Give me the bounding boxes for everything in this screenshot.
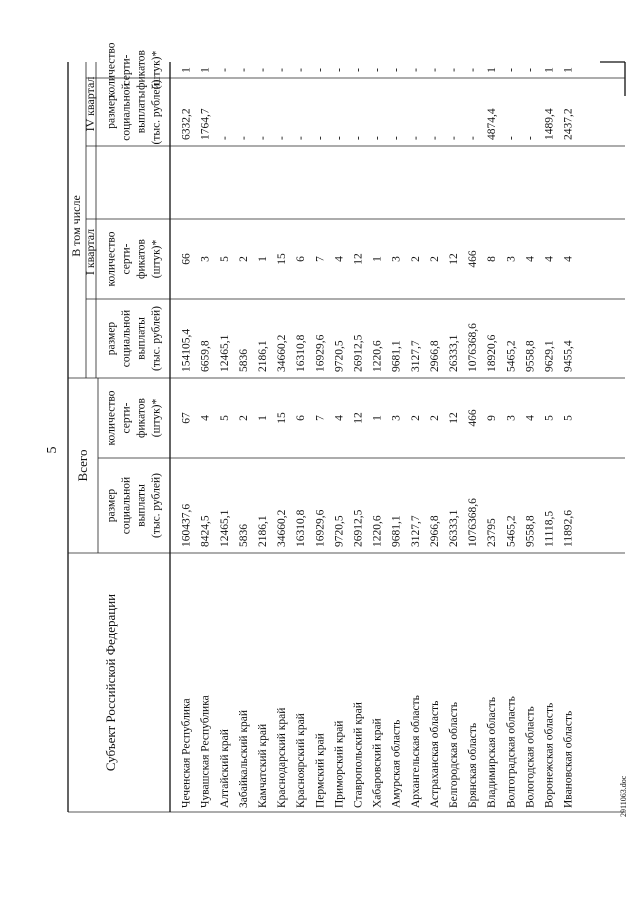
q4-amount-cell: 1764,7: [199, 108, 212, 140]
q4-amount-cell: 4874,4: [486, 108, 499, 140]
region-name: Белгородская область: [448, 702, 461, 808]
q4-count-cell: -: [333, 68, 346, 72]
q1-count-header-line: фикатов: [135, 239, 148, 279]
total-count-cell: 15: [276, 412, 289, 424]
q1-amount-cell: 2966,8: [428, 340, 441, 372]
q4-amount-cell: 2437,2: [562, 108, 575, 140]
total-amount-cell: 2186,1: [257, 515, 270, 547]
q1-count-cell: 15: [276, 253, 289, 265]
q4-count-cell: -: [448, 68, 461, 72]
q1-amount-header-line: выплаты: [135, 317, 148, 360]
q1-amount-cell: 16310,8: [295, 334, 308, 372]
q1-count-cell: 4: [524, 256, 537, 262]
q4-amount-cell: -: [390, 136, 403, 140]
table-row: [505, 68, 517, 547]
total-count-cell: 3: [390, 415, 403, 421]
q1-count-cell: 3: [505, 256, 518, 262]
table-row: [276, 68, 288, 547]
q1-count-cell: 6: [295, 256, 308, 262]
q4-count-cell: -: [524, 68, 537, 72]
q1-amount-cell: 34660,2: [276, 334, 289, 372]
q1-count-cell: 4: [562, 256, 575, 262]
region-name: Волгоградская область: [505, 696, 518, 808]
q4-count-header-line: фикатов: [135, 50, 148, 90]
region-name: Владимирская область: [486, 696, 499, 808]
total-amount-cell: 11118,5: [543, 510, 556, 547]
total-count-cell: 9: [486, 415, 499, 421]
q4-amount-cell: -: [257, 136, 270, 140]
q1-amount-cell: 12465,1: [218, 334, 231, 372]
q1-count-cell: 2: [428, 256, 441, 262]
q1-amount-cell: 2186,1: [257, 340, 270, 372]
q4-count-cell: -: [371, 68, 384, 72]
total-count-cell: 466: [467, 409, 480, 427]
total-count-cell: 67: [180, 412, 193, 424]
q1-count-cell: 4: [543, 256, 556, 262]
q4-amount-header-line: размер: [105, 95, 118, 129]
total-count-cell: 12: [448, 412, 461, 424]
region-name: Чеченская Республика: [180, 698, 193, 808]
region-name: Амурская область: [390, 719, 403, 808]
q1-count-cell: 8: [486, 256, 499, 262]
q1-amount-header-line: размер: [105, 321, 118, 356]
region-name: Приморский край: [333, 720, 346, 808]
table-row: [410, 68, 422, 547]
q1-count-header-line: (штук)*: [150, 239, 163, 279]
q4-count-cell: 1: [199, 67, 212, 73]
subject-header: Субъект Российской Федерации: [102, 593, 118, 772]
q4-amount-cell: 6332,2: [180, 108, 193, 140]
q4-amount-cell: 1489,4: [543, 108, 556, 140]
q1-amount-cell: 9455,4: [562, 340, 575, 372]
total-amount-cell: 1076368,6: [467, 498, 480, 547]
q1-count-header-line: серти-: [120, 243, 133, 275]
total-count-header-line: серти-: [120, 402, 133, 434]
total-count-cell: 6: [295, 415, 308, 421]
total-count-cell: 3: [505, 415, 518, 421]
total-count-cell: 4: [524, 415, 537, 421]
q4-amount-cell: -: [352, 136, 365, 140]
total-amount-cell: 5836: [237, 524, 250, 547]
q4-count-cell: 1: [180, 67, 193, 73]
table-row: [219, 68, 231, 547]
total-count-cell: 5: [218, 415, 231, 421]
total-count-header-line: фикатов: [135, 398, 148, 438]
q4-amount-cell: -: [295, 136, 308, 140]
table-row: [544, 67, 556, 547]
q1-amount-cell: 1076368,6: [467, 323, 480, 372]
table-row: [448, 68, 460, 547]
table-row: [429, 68, 441, 547]
q1-amount-cell: 9720,5: [333, 340, 346, 372]
q1-count-cell: 7: [314, 256, 327, 262]
q1-amount-cell: 5465,2: [505, 340, 518, 372]
region-name: Краснодарский край: [276, 707, 289, 808]
q1-count-header-line: количество: [105, 231, 118, 287]
q4-count-cell: -: [295, 68, 308, 72]
total-amount-cell: 3127,7: [409, 515, 422, 547]
region-name: Камчатский край: [257, 723, 270, 808]
q1-count-cell: 5: [218, 256, 231, 262]
q1-amount-cell: 154105,4: [180, 328, 193, 372]
table-row: [200, 67, 212, 547]
q1-amount-cell: 9558,8: [524, 340, 537, 372]
footer-filename: 2911063.doc: [618, 775, 628, 817]
q4-count-cell: 1: [562, 67, 575, 73]
region-name: Забайкальский край: [237, 709, 250, 808]
total-amount-cell: 26333,1: [448, 509, 461, 547]
region-name: Пермский край: [314, 733, 327, 808]
q4-count-cell: -: [428, 68, 441, 72]
q4-amount-cell: -: [409, 136, 422, 140]
q4-amount-cell: -: [314, 136, 327, 140]
q1-count-cell: 12: [352, 253, 365, 265]
region-name: Астраханская область: [428, 700, 441, 808]
total-count-cell: 4: [333, 415, 346, 421]
q4-count-cell: -: [257, 68, 270, 72]
q4-header: IV квартал: [82, 76, 97, 132]
q1-count-cell: 2: [409, 256, 422, 262]
total-amount-cell: 9558,8: [524, 515, 537, 547]
q4-amount-cell: -: [218, 136, 231, 140]
total-count-header-line: количество: [105, 390, 118, 446]
q4-count-header-line: количество: [105, 42, 118, 98]
total-count-cell: 1: [371, 415, 384, 421]
total-amount-header-line: (тыс. рублей): [150, 472, 163, 539]
q1-count-cell: 3: [390, 256, 403, 262]
q4-count-cell: -: [409, 68, 422, 72]
total-amount-cell: 23795: [486, 518, 499, 547]
total-header: Всего: [74, 449, 90, 482]
q4-amount-cell: -: [524, 136, 537, 140]
q4-amount-cell: -: [505, 136, 518, 140]
total-count-cell: 12: [352, 412, 365, 424]
table-row: [353, 68, 365, 547]
q1-amount-cell: 26333,1: [448, 334, 461, 372]
table-row: [563, 67, 575, 547]
region-name: Брянская область: [467, 722, 480, 808]
q4-amount-cell: -: [448, 136, 461, 140]
q1-amount-cell: 5836: [237, 349, 250, 372]
total-count-cell: 2: [409, 415, 422, 421]
q4-amount-cell: -: [333, 136, 346, 140]
total-amount-cell: 16929,6: [314, 509, 327, 547]
total-amount-cell: 8424,5: [199, 515, 212, 547]
q4-count-cell: 1: [486, 67, 499, 73]
total-amount-cell: 9720,5: [333, 515, 346, 547]
region-name: Архангельская область: [409, 695, 422, 808]
total-count-cell: 2: [428, 415, 441, 421]
total-count-cell: 7: [314, 415, 327, 421]
q1-amount-cell: 9629,1: [543, 340, 556, 372]
table-row: [333, 68, 345, 547]
q1-amount-cell: 18920,6: [486, 334, 499, 372]
q4-count-cell: 1: [543, 67, 556, 73]
q1-count-cell: 1: [257, 256, 270, 262]
q4-count-header-line: серти-: [120, 54, 133, 86]
total-count-cell: 5: [562, 415, 575, 421]
region-name: Хабаровский край: [371, 718, 384, 808]
total-amount-cell: 5465,2: [505, 515, 518, 547]
table-row: [295, 68, 307, 547]
total-count-cell: 5: [543, 415, 556, 421]
region-name: Ставропольский край: [352, 702, 365, 808]
total-count-cell: 1: [257, 415, 270, 421]
q4-count-cell: -: [505, 68, 518, 72]
total-amount-cell: 26912,5: [352, 509, 365, 547]
total-amount-cell: 1220,6: [371, 515, 384, 547]
q4-count-cell: -: [467, 68, 480, 72]
q4-amount-header-line: социальной: [120, 83, 133, 141]
q4-count-cell: -: [218, 68, 231, 72]
region-name: Чувашская Республика: [199, 695, 212, 808]
table-row: [314, 68, 326, 547]
q4-count-cell: -: [314, 68, 327, 72]
q1-amount-cell: 1220,6: [371, 340, 384, 372]
q4-amount-cell: -: [428, 136, 441, 140]
table-row: [257, 68, 269, 547]
q1-amount-header-line: (тыс. рублей): [150, 305, 163, 372]
region-name: Ивановская область: [562, 710, 575, 808]
q1-amount-cell: 6659,8: [199, 340, 212, 372]
table-row: [524, 68, 536, 547]
total-count-header-line: (штук)*: [150, 398, 163, 438]
q4-count-cell: -: [276, 68, 289, 72]
q1-count-cell: 2: [237, 256, 250, 262]
total-amount-cell: 34660,2: [276, 509, 289, 547]
total-amount-cell: 9681,1: [390, 515, 403, 547]
total-amount-cell: 12465,1: [218, 509, 231, 547]
table-row: [372, 68, 384, 547]
total-amount-header-line: размер: [105, 488, 118, 523]
q1-amount-cell: 3127,7: [409, 340, 422, 372]
q1-count-cell: 4: [333, 256, 346, 262]
q1-amount-cell: 26912,5: [352, 334, 365, 372]
total-count-cell: 2: [237, 415, 250, 421]
q1-count-cell: 3: [199, 256, 212, 262]
q1-amount-cell: 9681,1: [390, 340, 403, 372]
q4-amount-cell: -: [467, 136, 480, 140]
total-amount-cell: 160437,6: [180, 503, 193, 547]
region-name: Воронежская область: [543, 702, 556, 808]
table-row: [467, 68, 479, 547]
q4-count-header-line: (штук)*: [150, 50, 163, 90]
q4-count-cell: -: [390, 68, 403, 72]
q4-count-cell: -: [237, 68, 250, 72]
region-name: Вологодская область: [524, 706, 537, 808]
q4-amount-cell: -: [371, 136, 384, 140]
in-number-header: В том числе: [68, 195, 83, 257]
table-row: [181, 67, 193, 547]
q4-amount-header-line: выплаты: [135, 90, 148, 134]
region-name: Красноярский край: [295, 713, 308, 808]
total-count-cell: 4: [199, 415, 212, 421]
total-amount-header-line: выплаты: [135, 484, 148, 527]
total-amount-cell: 2966,8: [428, 515, 441, 547]
table-row: [391, 68, 403, 547]
total-amount-header-line: социальной: [120, 476, 133, 535]
table-row: [238, 68, 250, 547]
page-number: 5: [45, 446, 61, 454]
q4-amount-header-line: (тыс. рублей): [150, 79, 163, 145]
q4-amount-cell: -: [276, 136, 289, 140]
q1-count-cell: 12: [448, 253, 461, 265]
q1-amount-header-line: социальной: [120, 309, 133, 368]
total-amount-cell: 16310,8: [295, 509, 308, 547]
total-amount-cell: 11892,6: [562, 510, 575, 547]
q4-amount-cell: -: [237, 136, 250, 140]
q1-amount-cell: 16929,6: [314, 334, 327, 372]
q1-count-cell: 66: [180, 253, 193, 265]
q1-header: I квартал: [82, 228, 97, 276]
table-row: [486, 67, 498, 547]
region-name: Алтайский край: [218, 729, 231, 808]
q1-count-cell: 1: [371, 256, 384, 262]
q4-count-cell: -: [352, 68, 365, 72]
q1-count-cell: 466: [467, 250, 480, 268]
